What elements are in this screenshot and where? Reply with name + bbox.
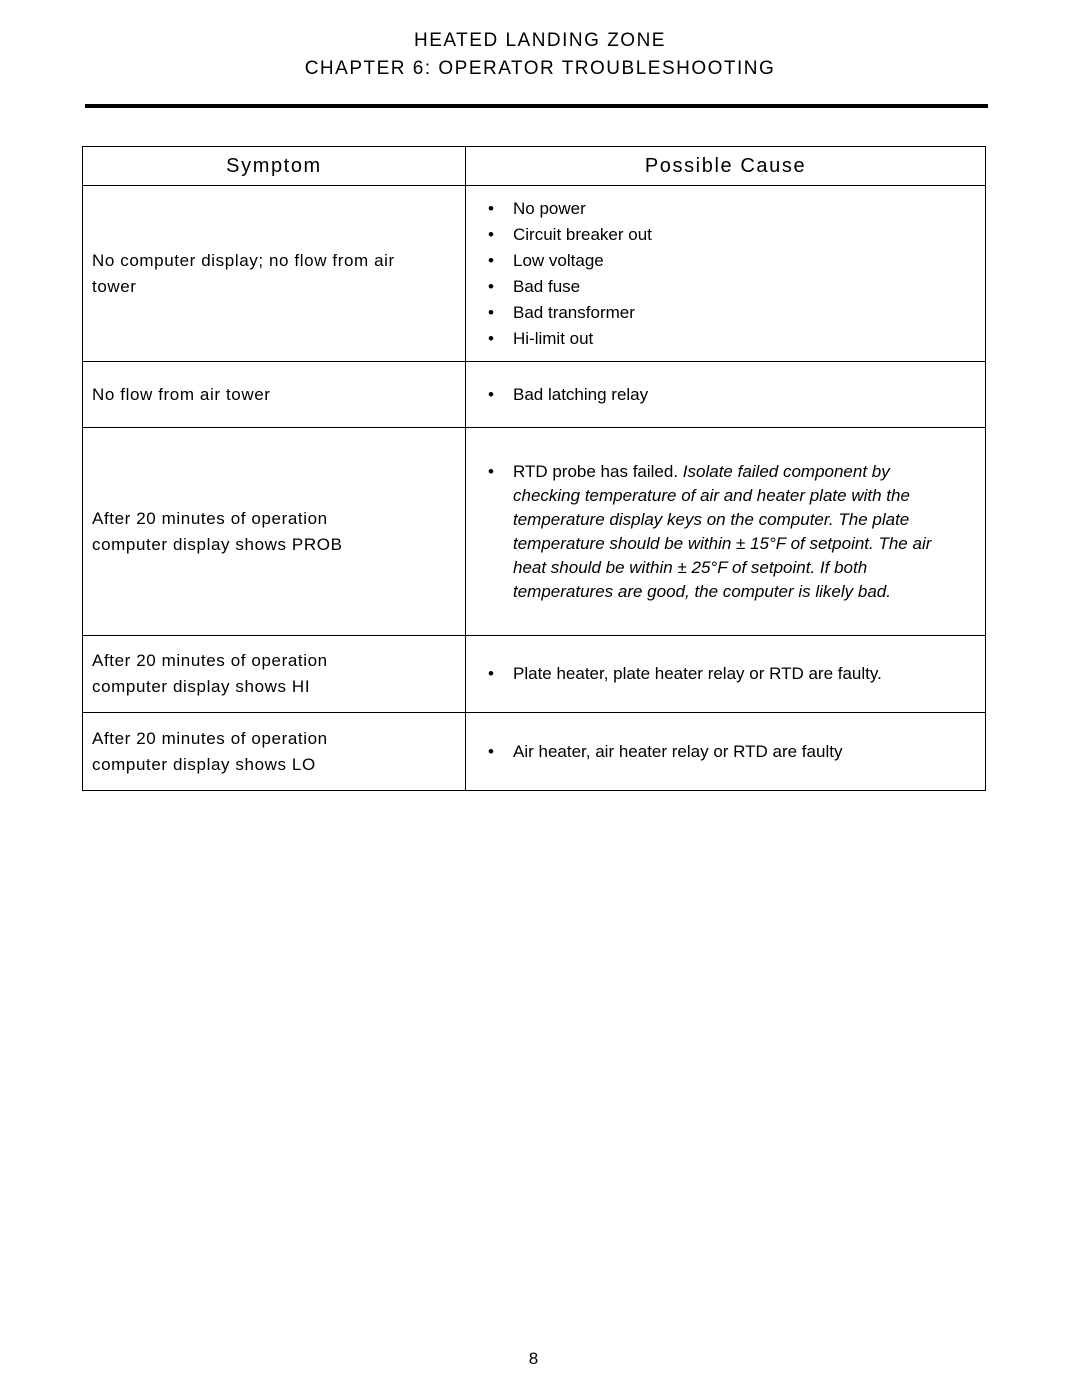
page-number: 8 <box>528 1349 539 1368</box>
symptom-cell <box>83 636 466 713</box>
document-header <box>0 0 1080 83</box>
cause-cell <box>466 636 986 713</box>
cause-item: • Bad transformer <box>466 300 957 326</box>
cause-list <box>466 196 957 352</box>
cause-cell <box>466 362 986 428</box>
symptom-text: After 20 minutes of operation computer display shows LO <box>92 728 328 774</box>
cause-item: • Low voltage <box>466 248 957 274</box>
table-row <box>83 428 986 636</box>
symptom-cell <box>83 362 466 428</box>
cause-item: • Bad latching relay <box>466 382 957 408</box>
cause-item: • Hi-limit out <box>466 326 957 352</box>
cause-list <box>466 382 957 408</box>
symptom-cell <box>83 713 466 791</box>
symptom-text: After 20 minutes of operation computer display shows PROB <box>92 508 343 554</box>
cause-item: • Plate heater, plate heater relay or RTD are faulty. <box>466 661 957 687</box>
cause-item: • Air heater, air heater relay or RTD are faulty <box>466 739 957 765</box>
header-divider <box>85 104 988 108</box>
cause-text: RTD probe has failed. <box>513 461 683 481</box>
table-row <box>83 186 986 362</box>
symptom-text: After 20 minutes of operation computer display shows HI <box>92 651 328 696</box>
table-header-row <box>83 147 986 186</box>
cause-list <box>466 661 957 687</box>
cause-cell <box>466 428 986 636</box>
symptom-cell <box>83 428 466 636</box>
cause-cell <box>466 186 986 362</box>
cause-item: • Circuit breaker out <box>466 222 957 248</box>
column-header-symptom: Symptom <box>83 147 466 186</box>
troubleshooting-table <box>82 146 986 791</box>
cause-list <box>466 739 957 765</box>
cause-cell <box>466 713 986 791</box>
cause-text-italic: Isolate failed component by checking temperature of air and heater plate with the temperature display keys on the computer. The plate temperature should be within ± 15°F of setpoint. The air heat should be within ± 25°F of setpoint. If both temperatures are good, the computer is likely bad. <box>513 461 932 601</box>
cause-item: • Bad fuse <box>466 274 957 300</box>
symptom-text: No computer display; no flow from air tower <box>92 250 395 296</box>
cause-item <box>466 460 957 604</box>
column-header-possible-cause: Possible Cause <box>466 147 986 186</box>
cause-list <box>466 460 957 604</box>
table-row <box>83 713 986 791</box>
cause-item: • No power <box>466 196 957 222</box>
symptom-cell <box>83 186 466 362</box>
document-title: HEATED LANDING ZONE <box>414 30 666 51</box>
document-subtitle: CHAPTER 6: OPERATOR TROUBLESHOOTING <box>304 58 776 79</box>
table-row <box>83 362 986 428</box>
symptom-text: No flow from air tower <box>92 384 271 404</box>
table-row <box>83 636 986 713</box>
